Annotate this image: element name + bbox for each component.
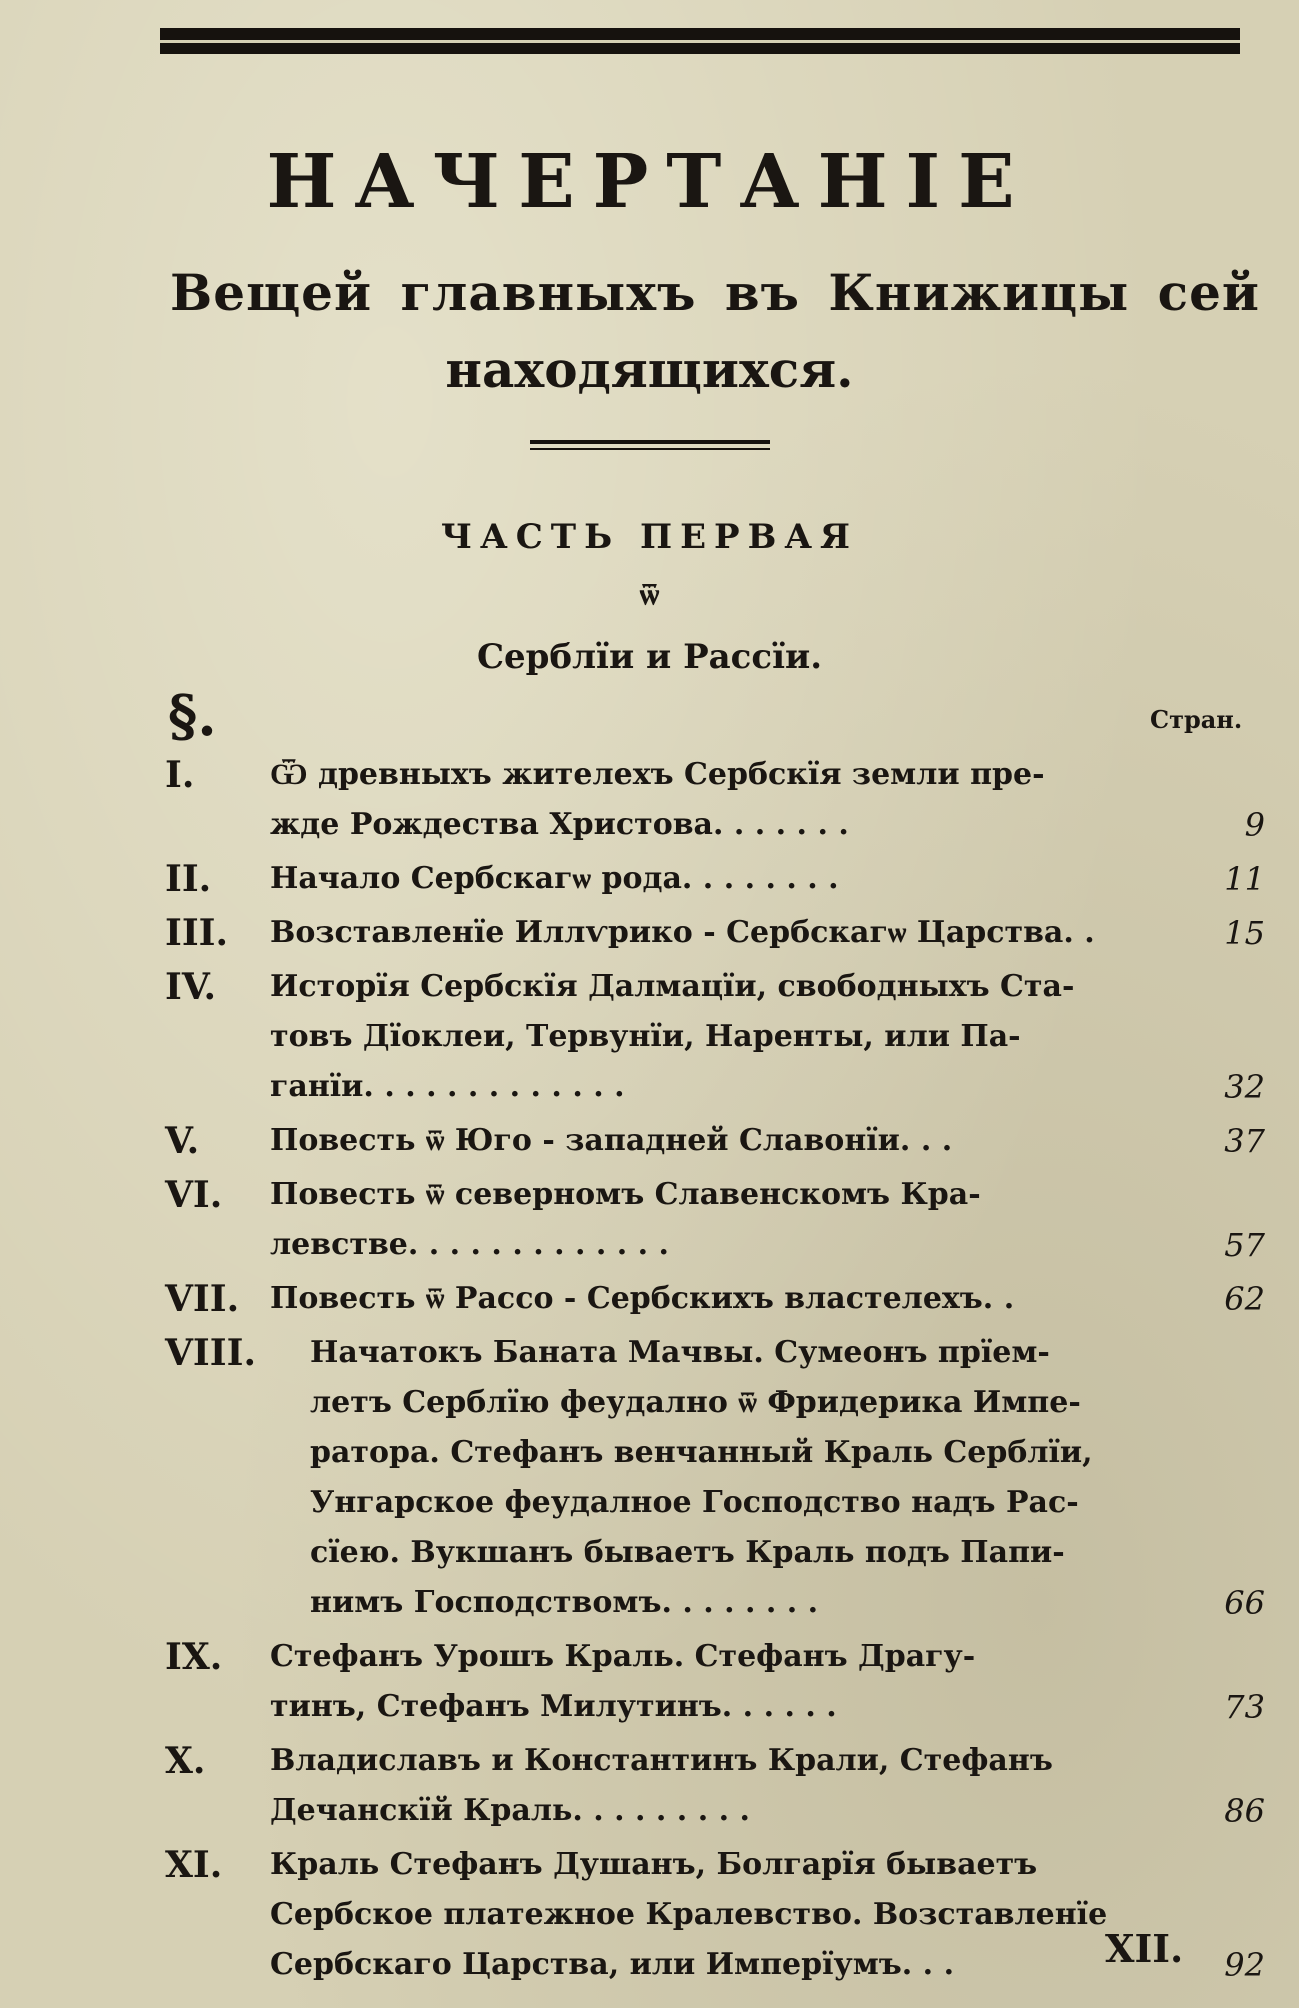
toc-entry-page: 62	[1224, 1280, 1265, 1318]
toc-entry	[165, 962, 1265, 1112]
toc-entry-page: 86	[1224, 1792, 1265, 1830]
toc-entry	[165, 750, 1265, 850]
toc-entry-number: III.	[165, 912, 229, 954]
toc-entry-text: Исторїя Сербскїя Далмацїи, свободныхъ Ста- товъ Дїоклеи, Тервунїи, Наренты, или Па- ганїи. . . . . . . . . . . . .	[270, 969, 1075, 1104]
toc-entry	[165, 854, 1265, 904]
toc-entry-text: Повесть ѿ Юго - западней Славонїи. . .	[270, 1123, 953, 1158]
toc-entry	[165, 1274, 1265, 1324]
toc-entry-number: IV.	[165, 966, 217, 1008]
toc-entry	[165, 1736, 1265, 1836]
toc-entry-text: Владиславъ и Константинъ Крали, Стефанъ Дечанскїй Краль. . . . . . . . .	[270, 1743, 1053, 1828]
subtitle-line-1: Вещей главныхъ въ Книжицы сей	[170, 263, 1260, 322]
part-preposition: ѿ	[639, 575, 660, 613]
toc-entry	[165, 1170, 1265, 1270]
toc-entry-text: Начатокъ Баната Мачвы. Сумеонъ прїем- летъ Серблїю феудално ѿ Фридерика Импе- ратора. Стефанъ венчанный Краль Серблїи, Унгарское феудалное Господство надъ Рас- сїею. Вукшанъ бываетъ Краль подъ Папи- нимъ Господствомъ. . . . . . . .	[310, 1335, 1093, 1620]
toc-entry-number: VIII.	[165, 1332, 256, 1374]
toc-entry-text: Стефанъ Урошъ Краль. Стефанъ Драгу- тинъ, Стефанъ Милутинъ. . . . . .	[270, 1639, 976, 1724]
toc-entry-page: 66	[1224, 1584, 1265, 1622]
toc-entry-text: Возставленїе Иллѵрико - Сербскагѡ Царства. .	[270, 915, 1095, 950]
section-mark: §.	[168, 683, 217, 749]
top-decorative-rule	[160, 28, 1240, 54]
table-of-contents	[165, 750, 1265, 1994]
subtitle-line-2: находящихся.	[445, 340, 854, 399]
toc-entry-number: XI.	[165, 1844, 223, 1886]
toc-entry	[165, 1116, 1265, 1166]
toc-entry-page: 37	[1224, 1122, 1265, 1160]
toc-entry-page: 32	[1224, 1068, 1265, 1106]
toc-entry-page: 57	[1224, 1226, 1265, 1264]
toc-entry-page: 11	[1224, 860, 1265, 898]
part-subject: Серблїи и Рассїи.	[476, 637, 823, 677]
title-divider	[530, 440, 770, 444]
part-title: ЧАСТЬ ПЕРВАЯ	[441, 517, 858, 557]
toc-entry-page: 73	[1224, 1688, 1265, 1726]
catchword: XII.	[1105, 1926, 1184, 1971]
page-column-header: Стран.	[1150, 705, 1243, 734]
toc-entry-number: IX.	[165, 1636, 223, 1678]
toc-entry-page: 9	[1244, 806, 1265, 844]
toc-entry-number: VI.	[165, 1174, 223, 1216]
toc-entry	[165, 1328, 1265, 1628]
toc-entry	[165, 1840, 1265, 1990]
toc-entry-page: 15	[1224, 914, 1265, 952]
toc-entry-text: Ѿ древныхъ жителехъ Сербскїя земли пре- жде Рождества Христова. . . . . . .	[270, 757, 1045, 842]
toc-entry-number: V.	[165, 1120, 200, 1162]
toc-entry	[165, 1632, 1265, 1732]
toc-entry-number: I.	[165, 754, 195, 796]
toc-entry-number: X.	[165, 1740, 206, 1782]
toc-entry-text: Повесть ѿ Рассо - Сербскихъ властелехъ. .	[270, 1281, 1015, 1316]
toc-entry-page: 92	[1224, 1946, 1265, 1984]
toc-entry-number: VII.	[165, 1278, 240, 1320]
toc-entry-text: Начало Сербскагѡ рода. . . . . . . .	[270, 861, 839, 896]
page-title: НАЧЕРТАНІЕ	[266, 139, 1033, 225]
toc-entry	[165, 908, 1265, 958]
toc-entry-text: Повесть ѿ северномъ Славенскомъ Кра- левстве. . . . . . . . . . . . .	[270, 1177, 981, 1262]
toc-entry-number: II.	[165, 858, 212, 900]
toc-entry-text: Краль Стефанъ Душанъ, Болгарїя бываетъ Сербское платежное Кралевство. Возставленїе Сербскаго Царства, или Имперїумъ. . .	[270, 1847, 1108, 1982]
